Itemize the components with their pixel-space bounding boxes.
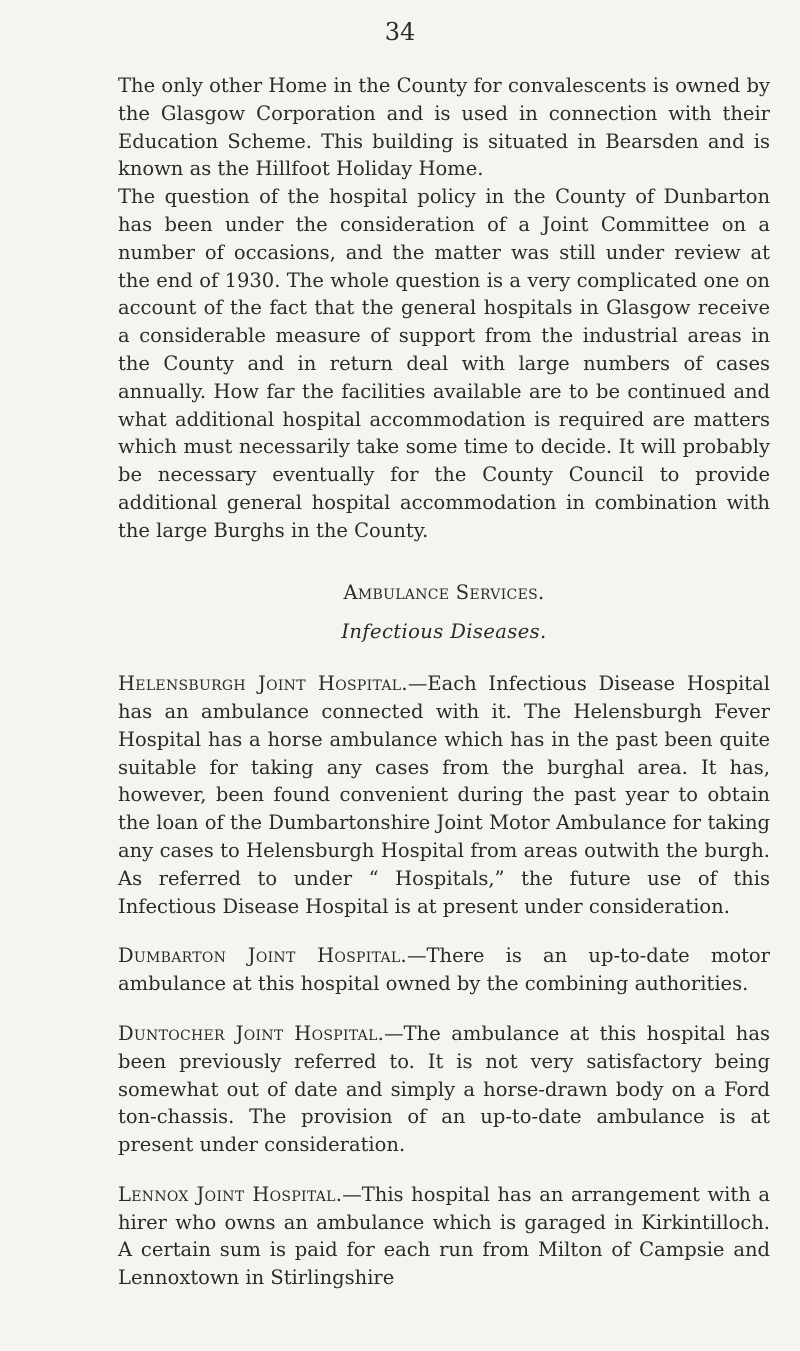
paragraph-lead: Helensburgh Joint Hospital. — [118, 672, 408, 696]
paragraph-dumbarton — [118, 942, 770, 998]
paragraph-body: —This hospital has an arrangement with a hirer who owns an ambulance which is garaged in Kirkintilloch. A certain sum is paid for each run from Milton of Campsie and Lennoxtown in Stirlingshire — [118, 1182, 770, 1290]
section-heading: Ambulance Services. — [343, 580, 545, 604]
paragraph-lead: Dumbarton Joint Hospital. — [118, 944, 407, 968]
paragraph-body: —There is an up-to-date motor ambulance at this hospital owned by the combining authorities. — [118, 944, 770, 996]
paragraph-duntocher — [118, 1020, 770, 1159]
paragraph-lennox — [118, 1181, 770, 1292]
section-subheading: Infectious Diseases. — [341, 620, 547, 644]
paragraph-lead: Duntocher Joint Hospital. — [118, 1021, 385, 1045]
paragraph-helensburgh — [118, 670, 770, 920]
paragraph-convalescent-home: The only other Home in the County for convalescents is owned by the Glasgow Corporation and is used in connection with their Education Scheme. This building is situated in Bearsden and is known as the Hillfoot Holiday Home. — [118, 74, 770, 181]
paragraph-hospital-policy: The question of the hospital policy in the County of Dunbarton has been under the consideration of a Joint Committee on a number of occasions, and the matter was still under review at the end of 1930. The whole question is a very complicated one on account of the fact that the general hospitals in Glasgow receive a considerable measure of support from the industrial areas in the County and in return deal with large numbers of cases annually. How far the facilities available are to be continued and what additional hospital accommodation is required are matters which must necessarily take some time to decide. It will probably be necessary eventually for the County Council to provide additional general hospital accommodation in combination with the large Burghs in the County. — [118, 185, 770, 542]
page-number: 34 — [384, 18, 416, 46]
paragraph-body: —The ambulance at this hospital has been previously referred to. It is not very satisfactory being somewhat out of date and simply a horse-drawn body on a Ford ton-chassis. The provision of an up-to-date ambulance is at present under consideration. — [118, 1021, 770, 1157]
paragraph-lead: Lennox Joint Hospital. — [118, 1182, 343, 1206]
body-text — [118, 72, 770, 1292]
paragraph-body: —Each Infectious Disease Hospital has an ambulance connected with it. The Helensburgh Fever Hospital has a horse ambulance which has in the past been quite suitable for taking any cases from the burghal area. It has, however, been found convenient during the past year to obtain the loan of the Dumbartonshire Joint Motor Ambulance for taking any cases to Helensburgh Hospital from areas outwith the burgh. As referred to under “ Hospitals,” the future use of this Infectious Disease Hospital is at present under consideration. — [118, 672, 771, 918]
